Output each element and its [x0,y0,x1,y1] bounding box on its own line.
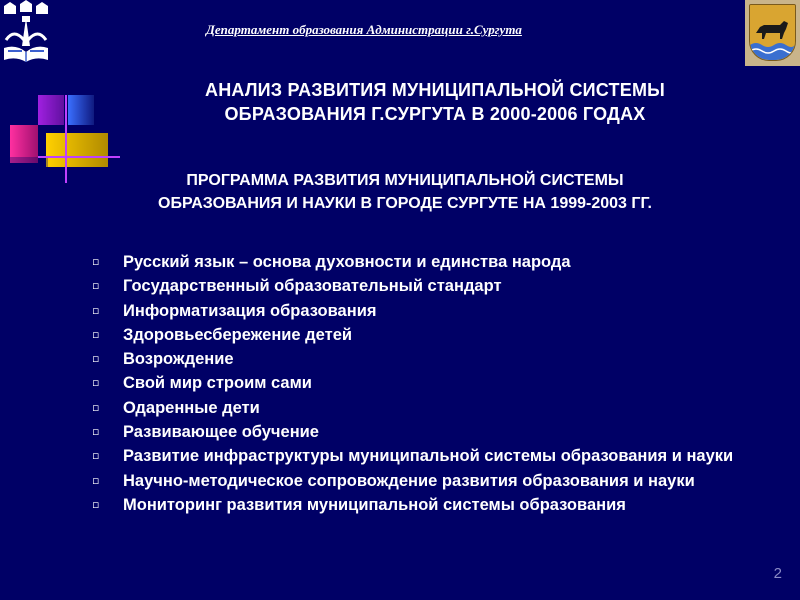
list-item-text: Информатизация образования [123,301,377,320]
department-header: Департамент образования Администрации г.Сургута [206,22,522,37]
bullet-icon: ▫ [92,497,100,511]
list-item [92,399,782,418]
list-item-text: Здоровьесбережение детей [123,325,353,344]
list-item-text: Государственный образовательный стандарт [123,277,502,296]
list-item [92,423,782,442]
slide-title-line2: ОБРАЗОВАНИЯ Г.СУРГУТА В 2000-2006 ГОДАХ [224,104,646,124]
list-item [92,496,782,515]
list-item-text: Русский язык – основа духовности и единства народа [123,253,571,271]
bullet-icon: ▫ [92,352,100,366]
program-subtitle-line2: ОБРАЗОВАНИЯ И НАУКИ В ГОРОДЕ СУРГУТЕ НА 1999-2003 ГГ. [158,195,652,212]
list-item-text: Возрождение [123,350,234,369]
bullet-icon: ▫ [92,376,100,390]
program-directions-list [92,253,782,520]
bullet-icon: ▫ [92,279,100,293]
list-item-text: Одаренные дети [123,398,260,417]
surgut-coat-of-arms-icon [745,0,800,66]
list-item-text: Развитие инфраструктуры муниципальной системы образования и науки [123,447,734,466]
education-logo-icon [0,0,52,66]
list-item [92,302,782,321]
list-item [92,326,782,345]
slide-title [120,78,750,126]
list-item [92,253,782,272]
list-item-text: Развивающее обучение [123,423,319,442]
bullet-icon: ▫ [92,400,100,414]
list-item [92,350,782,369]
list-item-text: Свой мир строим сами [123,374,312,393]
bullet-icon: ▫ [92,327,100,341]
list-item [92,447,782,466]
list-item [92,472,782,491]
bullet-icon: ▫ [92,425,100,439]
list-item-text: Мониторинг развития муниципальной системы образования [123,495,626,514]
page-number: 2 [773,565,782,582]
bullet-icon: ▫ [92,303,100,317]
program-subtitle-line1: ПРОГРАММА РАЗВИТИЯ МУНИЦИПАЛЬНОЙ СИСТЕМЫ [186,172,624,189]
list-item [92,277,782,296]
list-item [92,374,782,393]
bullet-icon: ▫ [92,449,100,463]
slide-title-line1: АНАЛИЗ РАЗВИТИЯ МУНИЦИПАЛЬНОЙ СИСТЕМЫ [205,80,665,100]
program-subtitle [60,169,750,215]
bullet-icon: ▫ [92,473,100,487]
bullet-icon: ▫ [92,255,100,268]
list-item-text: Научно-методическое сопровождение развития образования и науки [123,471,695,490]
